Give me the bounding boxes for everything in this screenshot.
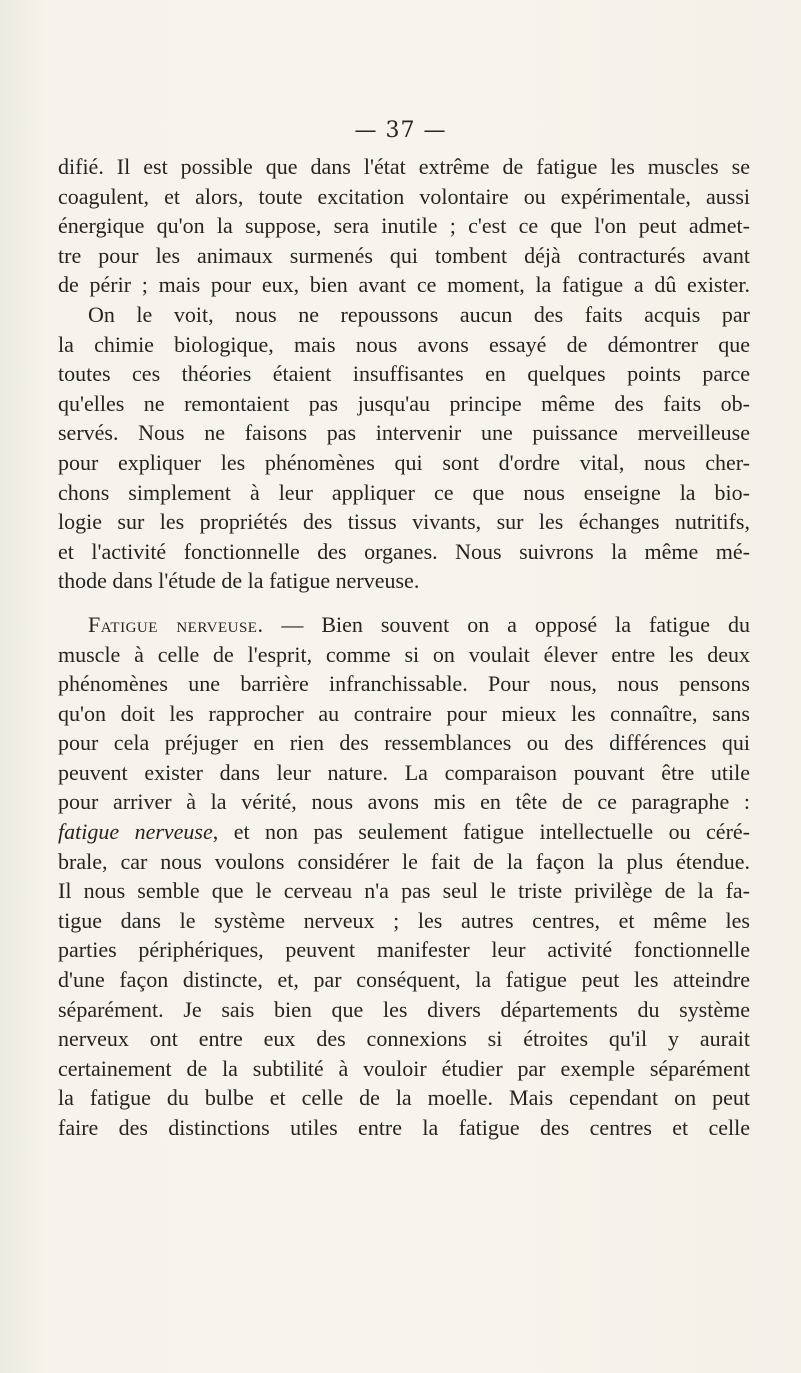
- italic-line-rest: , et non pas seulement fatigue intellectuelle ou céré-: [212, 819, 750, 845]
- text-line: [58, 610, 750, 640]
- text-line: pour arriver à la vérité, nous avons mis en tête de ce paragraphe :: [58, 789, 750, 815]
- text-line: peuvent exister dans leur nature. La comparaison pouvant être utile: [58, 759, 750, 785]
- paragraph-spacer: [58, 596, 750, 610]
- text-line: qu'elles ne remontaient pas jusqu'au principe même des faits ob-: [58, 390, 750, 416]
- text-line: séparément. Je sais bien que les divers départements du système: [58, 996, 750, 1022]
- paragraph-1: [58, 152, 750, 300]
- body-text: [58, 152, 750, 1143]
- text-line: muscle à celle de l'esprit, comme si on voulait élever entre les deux: [58, 641, 750, 667]
- text-line: brale, car nous voulons considérer le fait de la façon la plus étendue.: [58, 848, 750, 874]
- text-line: chons simplement à leur appliquer ce que nous enseigne la bio-: [58, 479, 750, 505]
- text-line: qu'on doit les rapprocher au contraire pour mieux les connaître, sans: [58, 700, 750, 726]
- text-line: pour expliquer les phénomènes qui sont d'ordre vital, nous cher-: [58, 449, 750, 475]
- text-line: énergique qu'on la suppose, sera inutile ; c'est ce que l'on peut admet-: [58, 213, 750, 239]
- text-line: d'une façon distincte, et, par conséquent, la fatigue peut les atteindre: [58, 967, 750, 993]
- text-line: thode dans l'étude de la fatigue nerveuse.: [58, 568, 420, 594]
- text-line: certainement de la subtilité à vouloir étudier par exemple séparément: [58, 1055, 750, 1081]
- italic-phrase: fatigue nerveuse: [58, 819, 213, 845]
- text-line: pour cela préjuger en rien des ressemblances ou des différences qui: [58, 730, 750, 756]
- text-line: toutes ces théories étaient insuffisantes en quelques points parce: [58, 361, 750, 387]
- text-line: Il nous semble que le cerveau n'a pas seul le triste privilège de la fa-: [58, 878, 750, 904]
- text-line: et l'activité fonctionnelle des organes. Nous suivrons la même mé-: [58, 538, 750, 564]
- section-heading: Fatigue nerveuse.: [88, 611, 264, 637]
- text-line: parties périphériques, peuvent manifester leur activité fonctionnelle: [58, 937, 750, 963]
- text-line: On le voit, nous ne repoussons aucun des faits acquis par: [88, 301, 750, 327]
- text-line: coagulent, et alors, toute excitation volontaire ou expérimentale, aussi: [58, 183, 750, 209]
- text-line: phénomènes une barrière infranchissable. Pour nous, nous pensons: [58, 671, 750, 697]
- text-line: la fatigue du bulbe et celle de la moelle. Mais cependant on peut: [58, 1085, 750, 1111]
- text-line: tigue dans le système nerveux ; les autres centres, et même les: [58, 907, 750, 933]
- text-line: tre pour les animaux surmenés qui tombent déjà contracturés avant: [58, 242, 750, 268]
- text-line: nerveux ont entre eux des connexions si étroites qu'il y aurait: [58, 1026, 750, 1052]
- text-line: servés. Nous ne faisons pas intervenir une puissance merveilleuse: [58, 420, 750, 446]
- text-line: faire des distinctions utiles entre la fatigue des centres et celle: [58, 1115, 750, 1140]
- heading-line-rest: — Bien souvent on a opposé la fatigue du: [263, 611, 750, 637]
- paragraph-2: [58, 300, 750, 596]
- text-line: difié. Il est possible que dans l'état extrême de fatigue les muscles se: [58, 154, 750, 179]
- text-line: [58, 817, 750, 847]
- text-line: logie sur les propriétés des tissus vivants, sur les échanges nutritifs,: [58, 509, 750, 535]
- page-number: — 37 —: [354, 118, 447, 143]
- text-line: de périr ; mais pour eux, bien avant ce moment, la fatigue a dû exister.: [58, 272, 750, 298]
- text-line: la chimie biologique, mais nous avons essayé de démontrer que: [58, 331, 750, 357]
- paragraph-3: [58, 610, 750, 1143]
